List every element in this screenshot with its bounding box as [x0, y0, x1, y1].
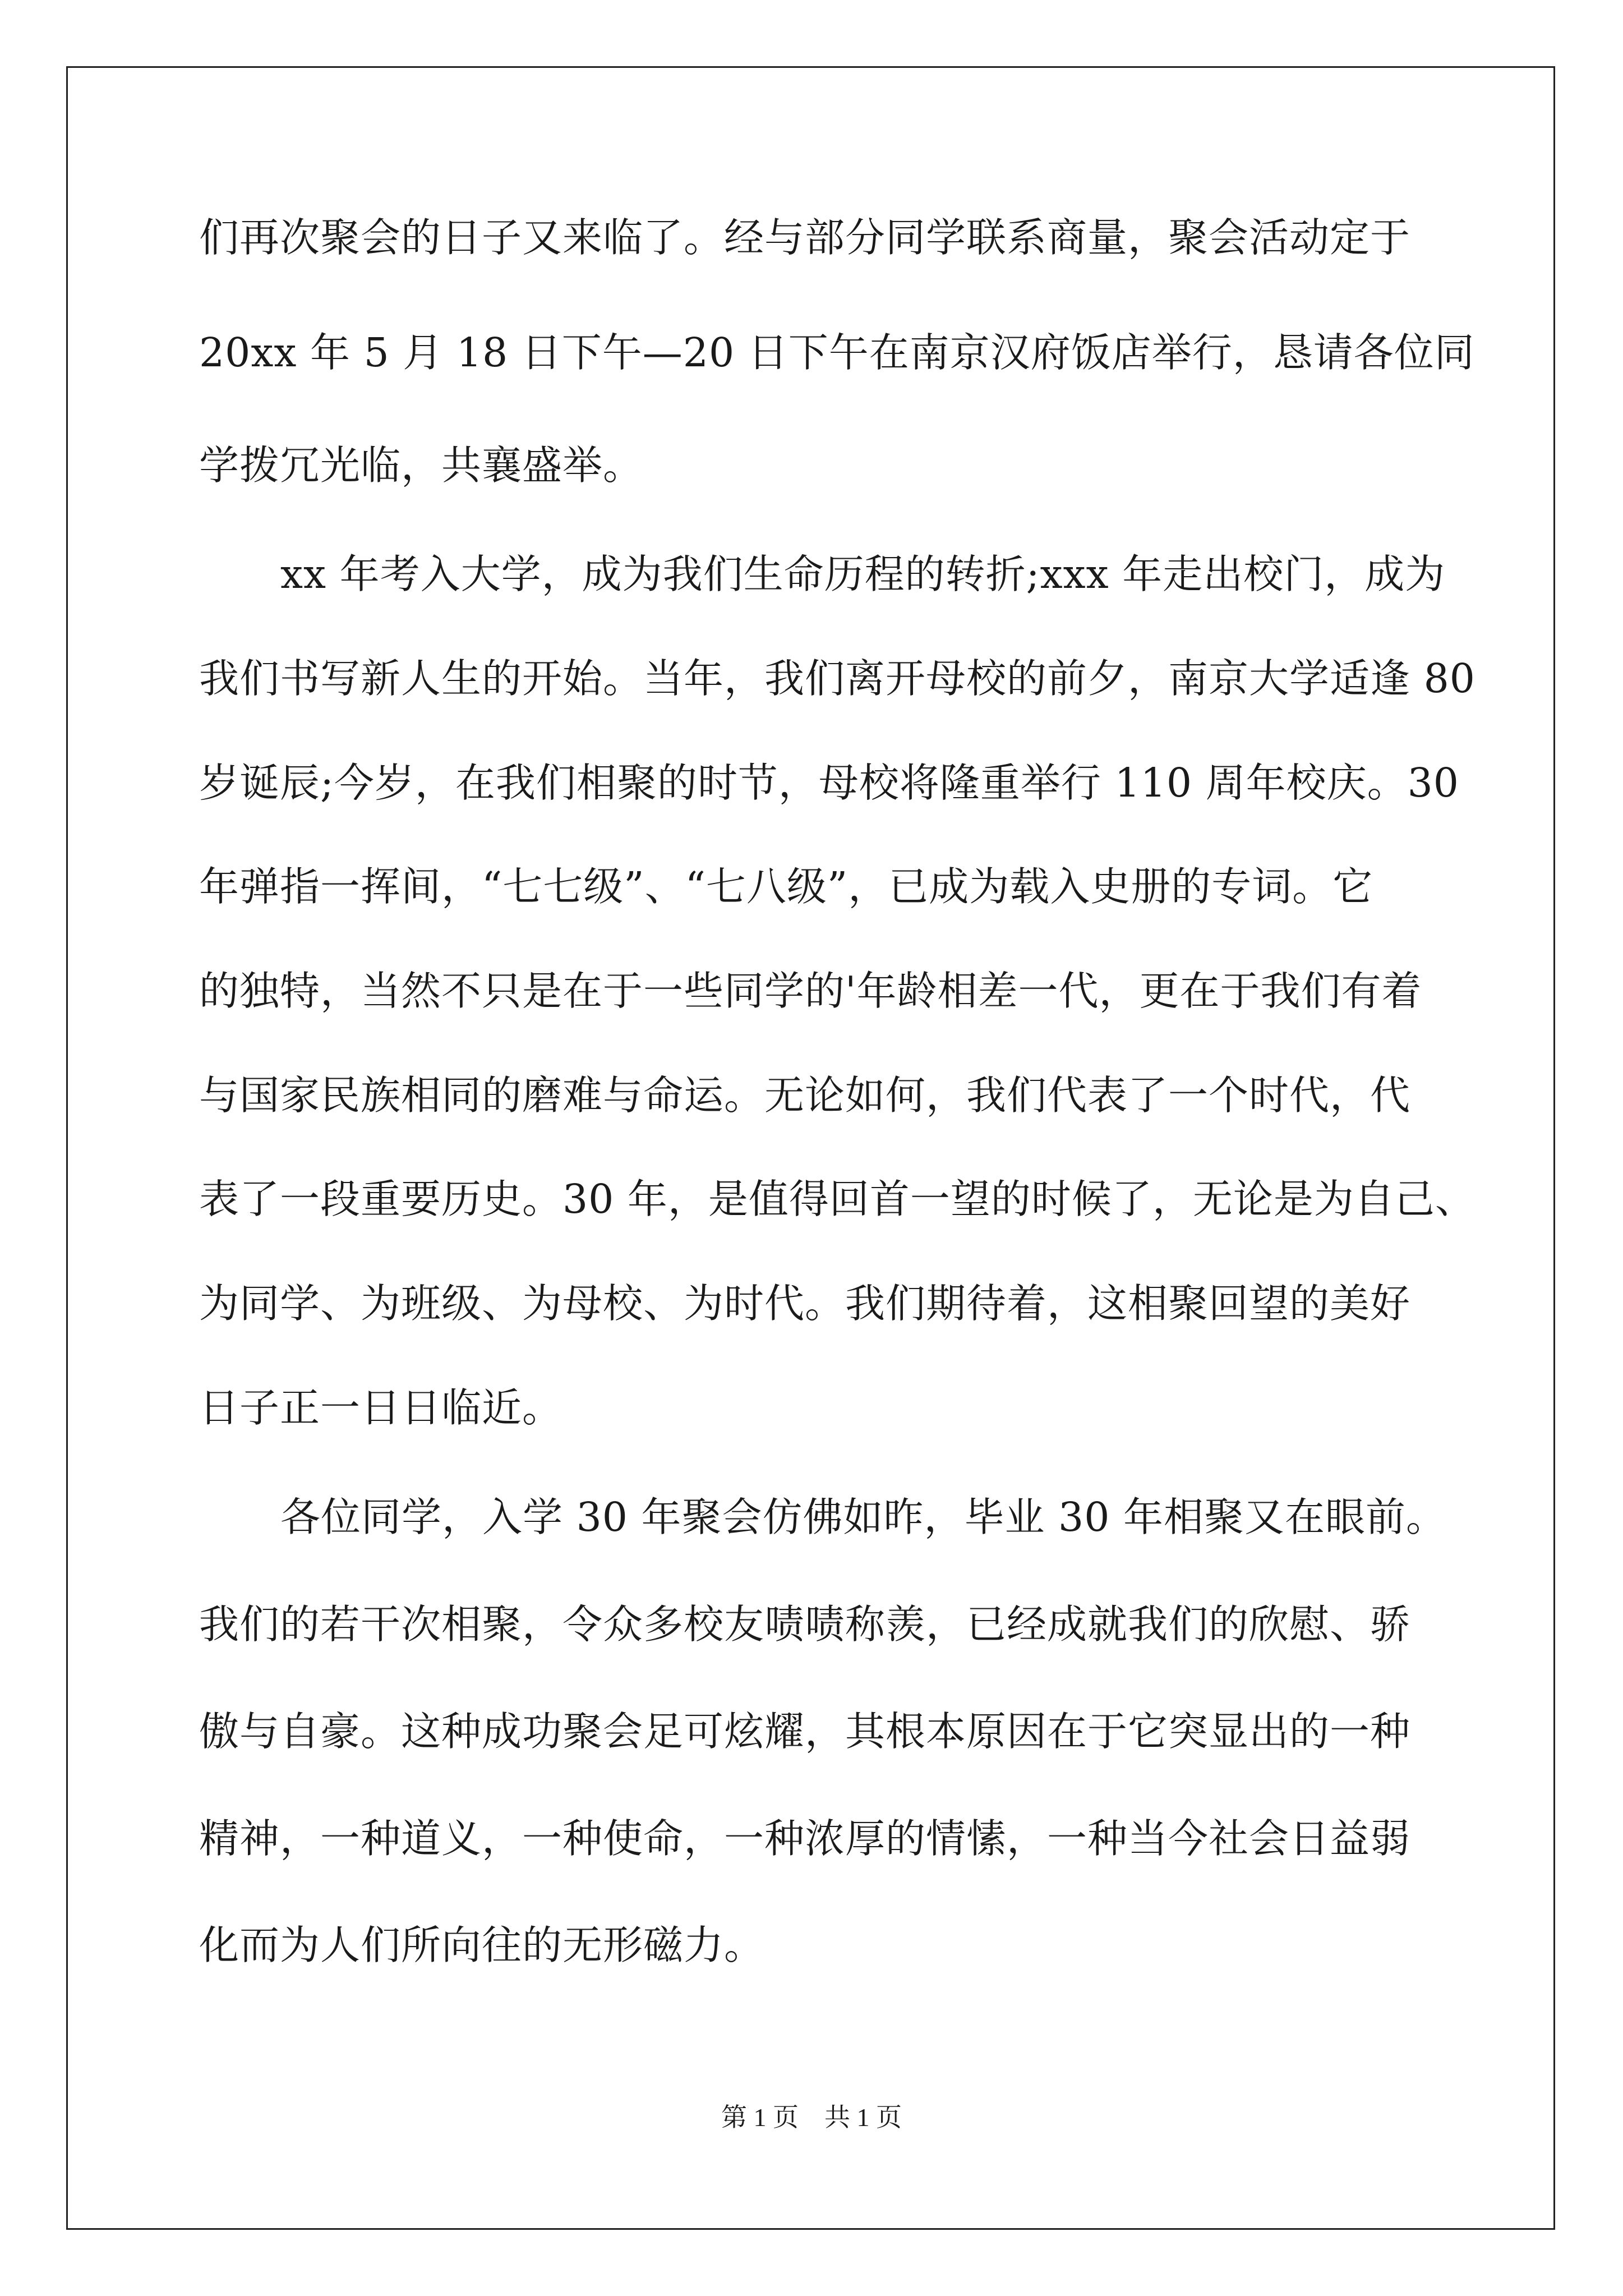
paragraph-first-line: 各位同学，入学 30 年聚会仿佛如昨，毕业 30 年相聚又在眼前。: [280, 1494, 1446, 1540]
text-line: 们再次聚会的日子又来临了。经与部分同学联系商量，聚会活动定于: [199, 214, 1411, 261]
paragraph-first-line: xx 年考入大学，成为我们生命历程的转折;xxx 年走出校门，成为: [280, 551, 1446, 597]
text-line: 日子正一日日临近。: [199, 1384, 563, 1431]
text-line: 20xx 年 5 月 18 日下午—20 日下午在南京汉府饭店举行，恳请各位同: [199, 329, 1475, 376]
text-line: 学拨冗光临，共襄盛举。: [199, 442, 644, 489]
text-line: 表了一段重要历史。30 年，是值得回首一望的时候了，无论是为自己、: [199, 1176, 1476, 1222]
text-line: 我们书写新人生的开始。当年，我们离开母校的前夕，南京大学适逢 80: [199, 655, 1476, 702]
text-line: 与国家民族相同的磨难与命运。无论如何，我们代表了一个时代，代: [199, 1072, 1411, 1119]
text-line: 的独特，当然不只是在于一些同学的'年龄相差一代，更在于我们有着: [199, 968, 1422, 1014]
text-line: 化而为人们所向往的无形磁力。: [199, 1922, 765, 1968]
text-line: 精神，一种道义，一种使命，一种浓厚的情愫，一种当今社会日益弱: [199, 1815, 1411, 1862]
text-line: 年弹指一挥间，“七七级”、“七八级”，已成为载入史册的专词。它: [199, 863, 1373, 910]
page-border: [66, 66, 1555, 2230]
page-footer: 第 1 页 共 1 页: [721, 2103, 902, 2132]
text-line: 傲与自豪。这种成功聚会足可炫耀，其根本原因在于它突显出的一种: [199, 1708, 1411, 1755]
text-line: 我们的若干次相聚，令众多校友啧啧称羡，已经成就我们的欣慰、骄: [199, 1601, 1411, 1648]
text-line: 岁诞辰;今岁，在我们相聚的时节，母校将隆重举行 110 周年校庆。30: [199, 760, 1459, 806]
text-line: 为同学、为班级、为母校、为时代。我们期待着，这相聚回望的美好: [199, 1280, 1411, 1327]
